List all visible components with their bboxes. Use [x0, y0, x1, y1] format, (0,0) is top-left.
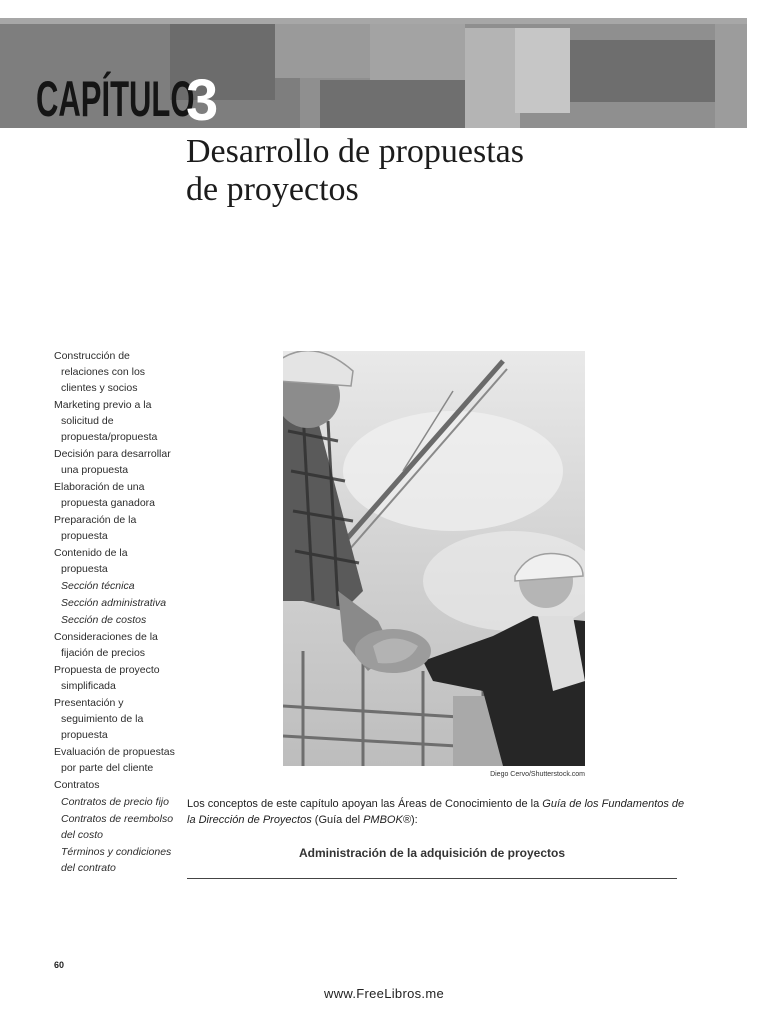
outline-subitem: Términos y condiciones del contrato	[61, 846, 172, 874]
outline-subitem: Sección técnica	[61, 580, 135, 592]
outline-item: Propuesta de proyecto simplificada	[54, 664, 160, 692]
photo-credit: Diego Cervo/Shutterstock.com	[490, 771, 585, 778]
outline-subitem: Sección de costos	[61, 614, 147, 626]
outline-item: Construcción de relaciones con los clientes y socios	[54, 350, 146, 394]
outline-item: Consideraciones de la fijación de precios	[54, 631, 158, 659]
banner-block	[320, 80, 465, 128]
chapter-title-line-1: Desarrollo de propuestas	[186, 133, 525, 170]
outline-subitem: Contratos de reembolso del costo	[61, 813, 174, 841]
chapter-number: 3	[186, 68, 219, 128]
intro-text-3: ):	[410, 814, 418, 826]
outline-item: Preparación de la propuesta	[54, 514, 137, 542]
intro-text-1: Los conceptos de este capítulo apoyan las Áreas de Conocimiento de la	[187, 798, 543, 810]
banner-block	[570, 40, 715, 102]
outline-item: Presentación y seguimiento de la propuesta	[54, 697, 144, 741]
handshake-photo	[283, 351, 585, 766]
banner-block	[515, 28, 570, 113]
outline-item: Decisión para desarrollar una propuesta	[54, 448, 171, 476]
outline-subitem: Contratos de precio fijo	[61, 796, 169, 808]
banner-block	[0, 18, 747, 24]
outline-item: Elaboración de una propuesta ganadora	[54, 481, 155, 509]
chapter-banner	[0, 18, 747, 128]
outline-item: Contratos	[54, 779, 100, 791]
knowledge-area: Administración de la adquisición de proyectos	[298, 846, 566, 860]
page-number: 60	[54, 960, 65, 970]
outline-item: Marketing previo a la solicitud de propuesta/propuesta	[54, 399, 158, 443]
banner-block	[370, 18, 465, 80]
outline-item: Evaluación de propuestas por parte del cliente	[54, 746, 175, 774]
intro-paragraph	[187, 796, 687, 828]
banner-block	[465, 28, 520, 128]
chapter-outline	[54, 348, 176, 877]
chapter-title-line-2: de proyectos	[186, 171, 359, 208]
chapter-title	[186, 133, 706, 209]
divider	[187, 878, 677, 879]
banner-block	[715, 18, 747, 128]
banner-block	[275, 18, 370, 78]
footer-url: www.FreeLibros.me	[324, 986, 444, 1001]
intro-text-2: (Guía del	[311, 814, 364, 826]
guide-title: Guía de los Fundamentos de la Dirección de Proyectos	[187, 798, 685, 826]
pmbok-label: PMBOK®	[363, 814, 411, 826]
chapter-label: CAPÍTULO	[36, 71, 195, 127]
outline-subitem: Sección administrativa	[61, 597, 167, 609]
outline-item: Contenido de la propuesta	[54, 547, 128, 575]
